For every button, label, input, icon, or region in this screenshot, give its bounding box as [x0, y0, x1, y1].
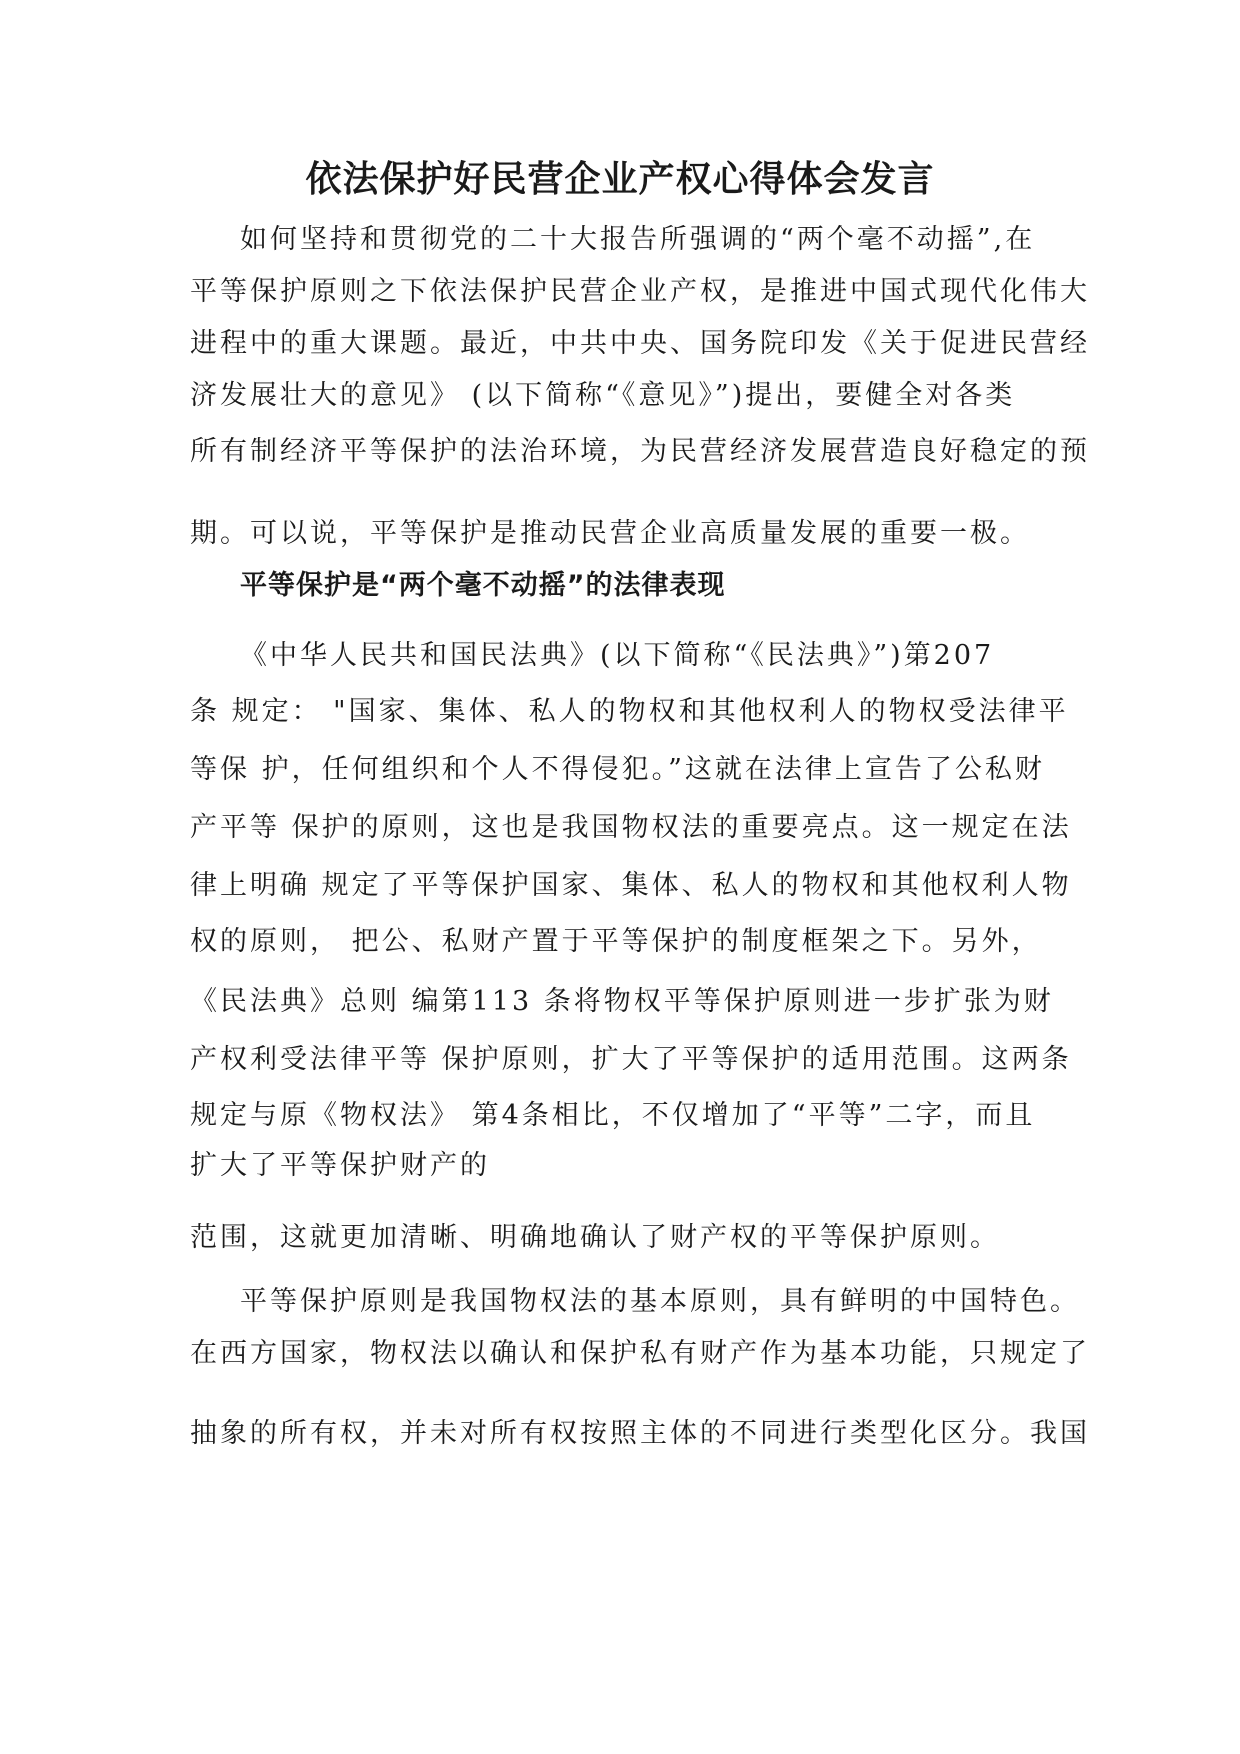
paragraph-line: 所有制经济平等保护的法治环境，为民营经济发展营造良好稳定的预	[190, 436, 1090, 467]
paragraph-line: 扩大了平等保护财产的	[190, 1150, 490, 1181]
document-title: 依法保护好民营企业产权心得体会发言	[305, 159, 935, 200]
paragraph-line: 律上明确 规定了平等保护国家、集体、私人的物权和其他权利人物	[190, 870, 1072, 901]
paragraph-line: 平等保护原则是我国物权法的基本原则，具有鲜明的中国特色。	[240, 1286, 1080, 1317]
paragraph-line: 《民法典》总则 编第113 条将物权平等保护原则进一步扩张为财	[190, 986, 1054, 1017]
paragraph-line: 规定与原《物权法》 第4条相比，不仅增加了“平等”二字，而且	[190, 1100, 1036, 1131]
paragraph-line: 产权利受法律平等 保护原则，扩大了平等保护的适用范围。这两条	[190, 1044, 1072, 1075]
paragraph-line: 进程中的重大课题。最近，中共中央、国务院印发《关于促进民营经	[190, 328, 1090, 359]
paragraph-line: 产平等 保护的原则，这也是我国物权法的重要亮点。这一规定在法	[190, 812, 1072, 843]
paragraph-line: 抽象的所有权，并未对所有权按照主体的不同进行类型化区分。我国	[190, 1418, 1090, 1449]
section-heading: 平等保护是“两个毫不动摇”的法律表现	[240, 570, 726, 601]
paragraph-line: 平等保护原则之下依法保护民营企业产权，是推进中国式现代化伟大	[190, 276, 1090, 307]
paragraph-line: 权的原则， 把公、私财产置于平等保护的制度框架之下。另外，	[190, 926, 1042, 957]
paragraph-line: 如何坚持和贯彻党的二十大报告所强调的“两个毫不动摇”,在	[240, 224, 1036, 255]
paragraph-line: 济发展壮大的意见》 (以下简称“《意见》”)提出，要健全对各类	[190, 380, 1016, 411]
paragraph-line: 条 规定： "国家、集体、私人的物权和其他权利人的物权受法律平	[190, 696, 1069, 727]
paragraph-line: 范围，这就更加清晰、明确地确认了财产权的平等保护原则。	[190, 1222, 1000, 1253]
paragraph-line: 等保 护，任何组织和个人不得侵犯。”这就在法律上宣告了公私财	[190, 754, 1045, 785]
paragraph-line: 期。可以说，平等保护是推动民营企业高质量发展的重要一极。	[190, 518, 1030, 549]
paragraph-line: 《中华人民共和国民法典》(以下简称“《民法典》”)第207	[240, 640, 995, 671]
paragraph-line: 在西方国家，物权法以确认和保护私有财产作为基本功能，只规定了	[190, 1338, 1090, 1369]
